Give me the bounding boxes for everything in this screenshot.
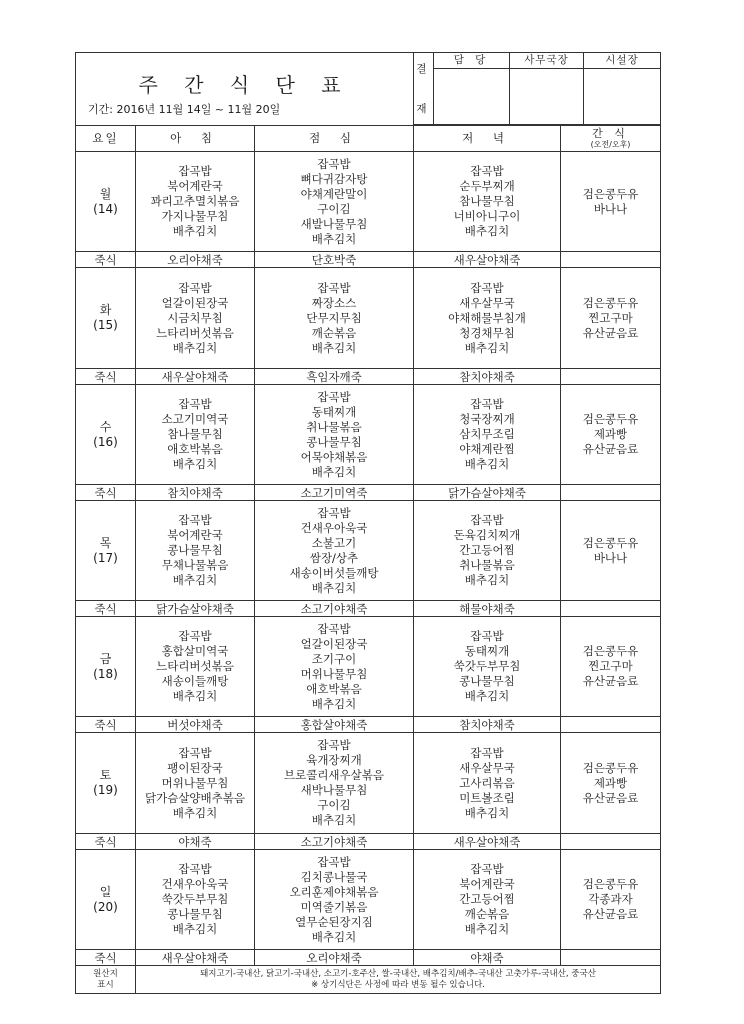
approver-facility-head: 시설장 [584,53,661,69]
breakfast-cell: 잡곡밥 소고기미역국 참나물무침 애호박볶음 배추김치 [136,385,255,485]
day-name: 토 (19) [76,733,136,834]
menu-body [76,152,661,966]
lunch-cell: 잡곡밥 얼갈이된장국 조기구이 머위나물무침 애호박볶음 배추김치 [255,617,414,717]
porridge-row [76,252,661,268]
porridge-label: 죽식 [76,601,136,617]
porridge-snack-empty [561,601,661,617]
porridge-dinner: 닭가슴살야채죽 [414,485,561,501]
porridge-label: 죽식 [76,485,136,501]
approval-label-top: 결 [416,62,431,75]
snack-cell: 검은콩두유 각종과자 유산균음료 [561,850,661,950]
lunch-cell: 잡곡밥 짜장소스 단무지무침 깨순볶음 배추김치 [255,268,414,369]
porridge-row [76,369,661,385]
porridge-label: 죽식 [76,717,136,733]
porridge-breakfast: 버섯야채죽 [136,717,255,733]
porridge-snack-empty [561,950,661,966]
day-row [76,501,661,601]
porridge-dinner: 야채죽 [414,950,561,966]
lunch-cell: 잡곡밥 건새우아욱국 소불고기 쌈장/상추 새송이버섯들깨탕 배추김치 [255,501,414,601]
porridge-snack-empty [561,485,661,501]
porridge-lunch: 홍합살야채죽 [255,717,414,733]
porridge-breakfast: 새우살야채죽 [136,369,255,385]
origin-text: 돼지고기-국내산, 닭고기-국내산, 소고기-호주산, 쌀-국내산, 배추김치/배추-국내산 고춧가루-국내산, 중국산 [200,968,596,979]
porridge-lunch: 단호박죽 [255,252,414,268]
porridge-lunch: 소고기야채죽 [255,834,414,850]
breakfast-cell: 잡곡밥 팽이된장국 머위나물무침 닭가슴살양배추볶음 배추김치 [136,733,255,834]
col-snack-sub: (오전/오후) [590,139,631,149]
snack-cell: 검은콩두유 찐고구마 유산균음료 [561,268,661,369]
porridge-snack-empty [561,834,661,850]
breakfast-cell: 잡곡밥 홍합살미역국 느타리버섯볶음 새송이들깨탕 배추김치 [136,617,255,717]
day-row [76,152,661,252]
day-row [76,733,661,834]
page-title: 주 간 식 단 표 [138,73,351,98]
day-row [76,850,661,950]
porridge-dinner: 참치야채죽 [414,717,561,733]
signature-box-staff [434,69,510,125]
porridge-dinner: 새우살야채죽 [414,834,561,850]
porridge-row [76,601,661,617]
day-row [76,385,661,485]
col-dinner: 저 녁 [414,126,561,152]
day-row [76,268,661,369]
porridge-breakfast: 새우살야채죽 [136,950,255,966]
day-name: 금 (18) [76,617,136,717]
day-name: 수 (16) [76,385,136,485]
snack-cell: 검은콩두유 바나나 [561,152,661,252]
snack-cell: 검은콩두유 제과빵 유산균음료 [561,385,661,485]
lunch-cell: 잡곡밥 동태찌개 취나물볶음 콩나물무침 어묵야채볶음 배추김치 [255,385,414,485]
porridge-snack-empty [561,369,661,385]
porridge-dinner: 해물야채죽 [414,601,561,617]
col-breakfast: 아 침 [136,126,255,152]
porridge-snack-empty [561,717,661,733]
porridge-breakfast: 야채죽 [136,834,255,850]
day-name: 월 (14) [76,152,136,252]
signature-box-director [510,69,584,125]
day-name: 화 (15) [76,268,136,369]
snack-cell: 검은콩두유 바나나 [561,501,661,601]
col-lunch: 점 심 [255,126,414,152]
dinner-cell: 잡곡밥 새우살무국 고사리볶음 미트볼조림 배추김치 [414,733,561,834]
day-name: 일 (20) [76,850,136,950]
origin-label: 원산지 표시 [76,966,136,994]
porridge-snack-empty [561,252,661,268]
breakfast-cell: 잡곡밥 북어계란국 콩나물무침 무채나물볶음 배추김치 [136,501,255,601]
porridge-row [76,485,661,501]
approver-staff: 담 당 [434,53,510,69]
porridge-breakfast: 닭가슴살야채죽 [136,601,255,617]
porridge-label: 죽식 [76,252,136,268]
header-table [75,52,661,125]
porridge-lunch: 흑임자깨죽 [255,369,414,385]
porridge-label: 죽식 [76,950,136,966]
porridge-label: 죽식 [76,369,136,385]
lunch-cell: 잡곡밥 뼈다귀감자탕 야채계란말이 구이김 새발나물무침 배추김치 [255,152,414,252]
porridge-label: 죽식 [76,834,136,850]
porridge-lunch: 오리야채죽 [255,950,414,966]
dinner-cell: 잡곡밥 새우살무국 야채해물부침개 청경채무침 배추김치 [414,268,561,369]
porridge-row [76,834,661,850]
porridge-row [76,950,661,966]
dinner-cell: 잡곡밥 순두부찌개 참나물무침 너비아니구이 배추김치 [414,152,561,252]
dinner-cell: 잡곡밥 돈육김치찌개 간고등어찜 취나물볶음 배추김치 [414,501,561,601]
col-snack [561,126,661,152]
breakfast-cell: 잡곡밥 북어계란국 꽈리고추멸치볶음 가지나물무침 배추김치 [136,152,255,252]
day-name: 목 (17) [76,501,136,601]
dinner-cell: 잡곡밥 북어계란국 간고등어찜 깨순볶음 배추김치 [414,850,561,950]
porridge-lunch: 소고기미역죽 [255,485,414,501]
signature-box-facility-head [584,69,661,125]
porridge-dinner: 새우살야채죽 [414,252,561,268]
breakfast-cell: 잡곡밥 건새우아욱국 쑥갓두부무침 콩나물무침 배추김치 [136,850,255,950]
porridge-row [76,717,661,733]
porridge-breakfast: 참치야채죽 [136,485,255,501]
origin-cell [136,966,661,994]
breakfast-cell: 잡곡밥 얼갈이된장국 시금치무침 느타리버섯볶음 배추김치 [136,268,255,369]
title-cell [76,53,414,125]
dinner-cell: 잡곡밥 청국장찌개 삼치무조림 야채계란찜 배추김치 [414,385,561,485]
lunch-cell: 잡곡밥 김치콩나물국 오리훈제야채볶음 미역줄기볶음 열무순된장지짐 배추김치 [255,850,414,950]
porridge-lunch: 소고기야채죽 [255,601,414,617]
porridge-breakfast: 오리야채죽 [136,252,255,268]
menu-sheet [75,52,660,994]
approver-director: 사무국장 [510,53,584,69]
lunch-cell: 잡곡밥 육개장찌개 브로콜리새우살볶음 새박나물무침 구이김 배추김치 [255,733,414,834]
menu-table [75,125,661,994]
approval-label [414,53,434,125]
menu-note: ※ 상기식단은 사정에 따라 변동 될수 있습니다. [311,979,485,990]
menu-period: 기간: 2016년 11월 14일 ~ 11월 20일 [88,103,281,117]
snack-cell: 검은콩두유 찐고구마 유산균음료 [561,617,661,717]
snack-cell: 검은콩두유 제과빵 유산균음료 [561,733,661,834]
col-day: 요일 [76,126,136,152]
col-snack-label: 간 식 [592,126,629,140]
day-row [76,617,661,717]
porridge-dinner: 참치야채죽 [414,369,561,385]
approval-label-bottom: 재 [416,102,431,115]
dinner-cell: 잡곡밥 동태찌개 쑥갓두부무침 콩나물무침 배추김치 [414,617,561,717]
